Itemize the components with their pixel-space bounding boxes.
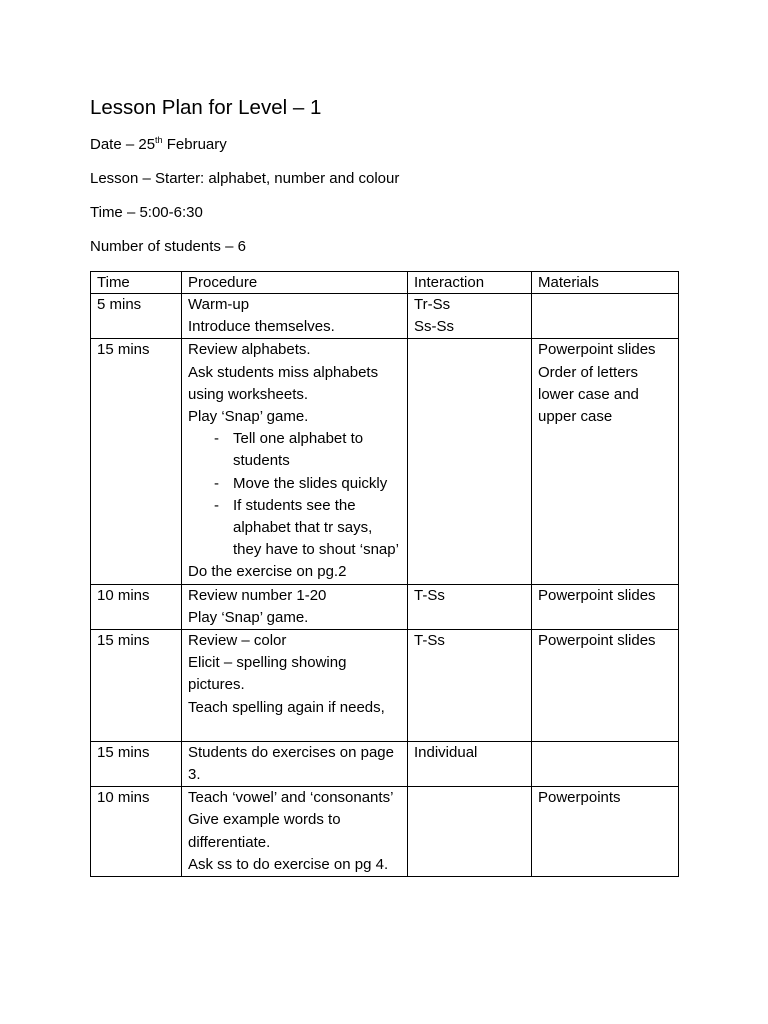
interaction-cell: T-Ss — [408, 630, 532, 742]
time-line: Time – 5:00-6:30 — [90, 204, 203, 221]
table-header-row — [91, 272, 679, 294]
date-line — [90, 135, 227, 155]
procedure-line: Ask students miss alphabets using worksheets. — [188, 363, 379, 403]
interaction-cell — [408, 294, 532, 339]
procedure-line: Play ‘Snap’ game. — [188, 408, 309, 426]
procedure-line: Elicit – spelling showing pictures. — [188, 654, 347, 694]
table-row — [91, 339, 679, 584]
table-row — [91, 630, 679, 742]
interaction-line: Ss-Ss — [414, 318, 455, 336]
time-cell: 15 mins — [91, 630, 182, 742]
procedure-bullet-list — [188, 428, 401, 561]
date-superscript: th — [155, 135, 163, 145]
table-row — [91, 787, 679, 877]
interaction-line: Tr-Ss — [414, 296, 451, 313]
procedure-cell — [182, 339, 408, 584]
time-cell: 5 mins — [91, 294, 182, 339]
procedure-line: Do the exercise on pg.2 — [188, 563, 347, 581]
materials-cell — [532, 339, 679, 584]
procedure-line: Ask ss to do exercise on pg 4. — [188, 855, 389, 873]
lesson-line: Lesson – Starter: alphabet, number and colour — [90, 170, 400, 187]
bullet-item: - Move the slides quickly — [233, 473, 401, 495]
procedure-line: Introduce themselves. — [188, 318, 335, 336]
procedure-line: Warm-up — [188, 296, 250, 313]
materials-line: Order of letters lower case and upper case — [538, 363, 639, 426]
procedure-line: Teach spelling again if needs, — [188, 698, 385, 716]
table-row — [91, 294, 679, 339]
page-title: Lesson Plan for Level – 1 — [90, 96, 322, 119]
materials-cell: Powerpoints — [532, 787, 679, 877]
header-time: Time — [91, 272, 182, 294]
materials-line: Powerpoint slides — [538, 341, 656, 359]
procedure-line: Review – color — [188, 632, 287, 650]
interaction-cell: Individual — [408, 741, 532, 786]
time-cell: 10 mins — [91, 787, 182, 877]
time-cell: 15 mins — [91, 339, 182, 584]
students-line: Number of students – 6 — [90, 238, 246, 255]
procedure-cell — [182, 787, 408, 877]
header-materials: Materials — [532, 272, 679, 294]
table-row — [91, 741, 679, 786]
interaction-cell — [408, 787, 532, 877]
header-procedure: Procedure — [182, 272, 408, 294]
date-suffix: February — [162, 136, 227, 153]
lesson-plan-table — [90, 271, 679, 877]
procedure-cell — [182, 630, 408, 742]
interaction-cell: T-Ss — [408, 584, 532, 629]
procedure-cell: Students do exercises on page 3. — [182, 741, 408, 786]
date-prefix: Date – 25 — [90, 136, 156, 153]
procedure-line: Play ‘Snap’ game. — [188, 608, 309, 626]
bullet-item: - Tell one alphabet to students — [233, 428, 401, 472]
time-cell: 15 mins — [91, 741, 182, 786]
header-interaction: Interaction — [408, 272, 532, 294]
procedure-line: Review alphabets. — [188, 341, 311, 359]
procedure-line: Review number 1-20 — [188, 586, 327, 604]
table-row — [91, 584, 679, 629]
interaction-cell — [408, 339, 532, 584]
bullet-item: - If students see the alphabet that tr says, they have to shout ‘snap’ — [233, 495, 401, 562]
materials-cell: Powerpoint slides — [532, 584, 679, 629]
time-cell: 10 mins — [91, 584, 182, 629]
procedure-cell — [182, 584, 408, 629]
procedure-cell — [182, 294, 408, 339]
procedure-line: Teach ‘vowel’ and ‘consonants’ — [188, 789, 394, 807]
procedure-line: Give example words to differentiate. — [188, 811, 341, 851]
materials-cell: Powerpoint slides — [532, 630, 679, 742]
materials-cell — [532, 294, 679, 339]
materials-cell — [532, 741, 679, 786]
